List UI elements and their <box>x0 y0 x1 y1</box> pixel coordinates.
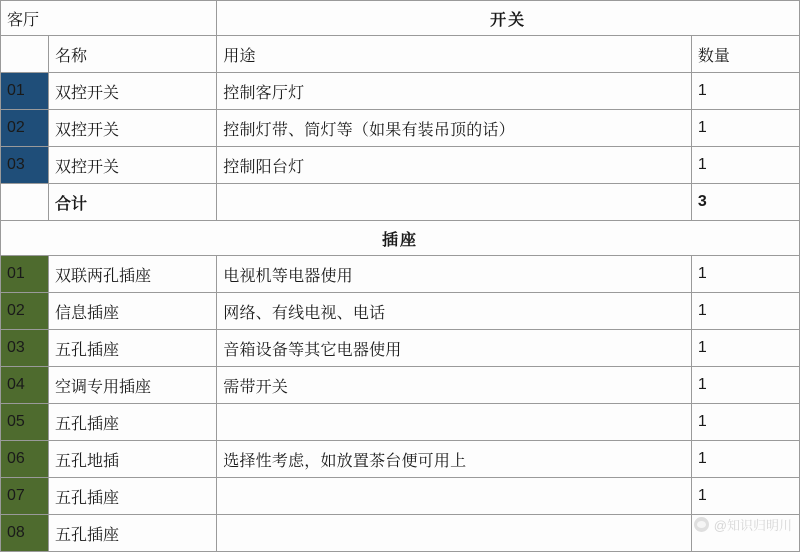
row-qty: 1 <box>691 147 799 184</box>
section-header-row <box>1 221 800 256</box>
row-use <box>217 478 692 515</box>
row-use: 选择性考虑，如放置茶台便可用上 <box>217 441 692 478</box>
row-qty <box>691 515 799 552</box>
table-row[interactable] <box>1 293 800 330</box>
row-name: 双控开关 <box>49 73 217 110</box>
table-row[interactable] <box>1 515 800 552</box>
row-qty: 1 <box>691 256 799 293</box>
column-header-use: 用途 <box>217 36 692 73</box>
row-name: 五孔插座 <box>49 330 217 367</box>
row-qty: 1 <box>691 110 799 147</box>
row-index <box>1 184 49 221</box>
table-row[interactable] <box>1 110 800 147</box>
table-row[interactable] <box>1 441 800 478</box>
row-index: 03 <box>1 330 49 367</box>
row-name: 五孔插座 <box>49 404 217 441</box>
room-label: 客厅 <box>1 1 217 36</box>
row-name: 双控开关 <box>49 110 217 147</box>
row-use: 控制灯带、筒灯等（如果有装吊顶的话） <box>217 110 692 147</box>
row-name: 双联两孔插座 <box>49 256 217 293</box>
table-row[interactable] <box>1 330 800 367</box>
room-header-row <box>1 1 800 36</box>
row-name: 五孔插座 <box>49 515 217 552</box>
column-header-qty: 数量 <box>691 36 799 73</box>
row-name: 五孔地插 <box>49 441 217 478</box>
row-qty: 1 <box>691 441 799 478</box>
row-use: 需带开关 <box>217 367 692 404</box>
row-name: 空调专用插座 <box>49 367 217 404</box>
column-header-index <box>1 36 49 73</box>
section-title-sockets: 插座 <box>1 221 800 256</box>
row-index: 01 <box>1 256 49 293</box>
row-use: 音箱设备等其它电器使用 <box>217 330 692 367</box>
row-use: 控制客厅灯 <box>217 73 692 110</box>
table-row[interactable] <box>1 478 800 515</box>
row-use: 电视机等电器使用 <box>217 256 692 293</box>
row-total-label: 合计 <box>49 184 217 221</box>
row-qty: 1 <box>691 478 799 515</box>
row-index: 02 <box>1 110 49 147</box>
row-name: 信息插座 <box>49 293 217 330</box>
row-qty: 1 <box>691 293 799 330</box>
row-index: 01 <box>1 73 49 110</box>
table-row[interactable] <box>1 404 800 441</box>
row-index: 06 <box>1 441 49 478</box>
row-qty: 1 <box>691 330 799 367</box>
watermark-text: @知识归明川 <box>713 518 792 533</box>
table-row[interactable] <box>1 256 800 293</box>
row-index: 04 <box>1 367 49 404</box>
column-header-row <box>1 36 800 73</box>
table-row[interactable] <box>1 73 800 110</box>
row-index: 08 <box>1 515 49 552</box>
table-total-row <box>1 184 800 221</box>
row-use <box>217 184 692 221</box>
row-index: 02 <box>1 293 49 330</box>
row-qty: 1 <box>691 367 799 404</box>
row-use <box>217 515 692 552</box>
row-name: 五孔插座 <box>49 478 217 515</box>
row-index: 05 <box>1 404 49 441</box>
row-total-qty: 3 <box>691 184 799 221</box>
row-index: 07 <box>1 478 49 515</box>
row-use: 网络、有线电视、电话 <box>217 293 692 330</box>
row-use: 控制阳台灯 <box>217 147 692 184</box>
table-row[interactable] <box>1 147 800 184</box>
row-name: 双控开关 <box>49 147 217 184</box>
row-qty: 1 <box>691 73 799 110</box>
row-use <box>217 404 692 441</box>
column-header-name: 名称 <box>49 36 217 73</box>
row-index: 03 <box>1 147 49 184</box>
section-title-switches: 开关 <box>217 1 800 36</box>
row-qty: 1 <box>691 404 799 441</box>
table-row[interactable] <box>1 367 800 404</box>
